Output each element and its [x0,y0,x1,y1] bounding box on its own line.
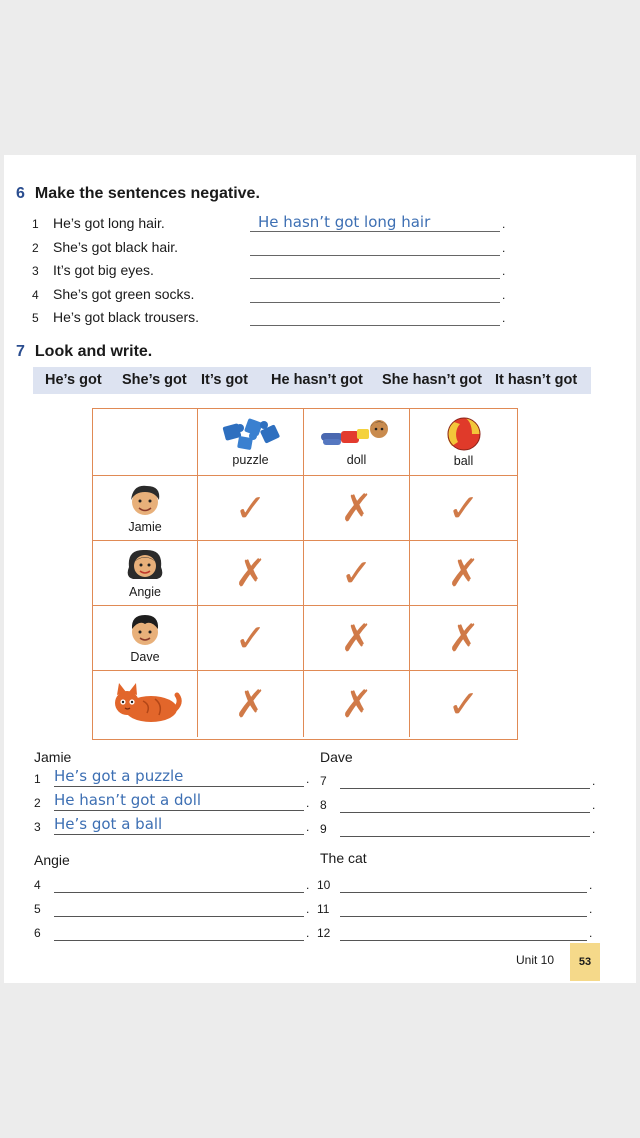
exercise-6-item [32,239,612,261]
writing-item [317,923,593,945]
cat-icon [107,681,183,725]
answer-line[interactable] [250,278,500,279]
handwritten-answer: He’s got a puzzle [54,767,184,785]
mark-cell [304,541,410,606]
cross-mark: ✗ [340,682,373,726]
answer-line[interactable] [250,302,500,303]
mark-cell [410,541,517,606]
mark-cell [410,606,517,671]
header-doll [304,409,410,476]
writing-item [34,791,310,815]
tick-mark: ✓ [447,682,480,726]
word-option: She’s got [122,372,187,388]
column-label: puzzle [232,453,269,467]
answer-line[interactable] [54,916,304,917]
word-option: He hasn’t got [271,372,363,388]
full-stop: . [592,822,596,836]
full-stop: . [306,772,310,786]
answer-line[interactable] [340,892,587,893]
row-label: Dave [130,650,160,664]
item-sentence: He’s got black trousers. [53,309,200,325]
row-header-jamie [93,476,198,541]
cross-mark: ✗ [447,616,480,660]
row-header-cat [93,671,198,737]
possession-table [92,408,518,740]
answer-line[interactable] [54,892,304,893]
exercise-7-title [16,343,152,361]
item-number: 11 [317,902,330,916]
column-label: ball [453,454,474,468]
tick-mark: ✓ [234,486,267,530]
writing-item [320,795,596,817]
answer-line[interactable] [340,812,590,813]
item-number: 2 [32,241,39,255]
item-number: 4 [34,878,41,892]
writing-item [317,899,593,921]
answer-line[interactable] [54,834,304,835]
mark-cell [410,476,517,541]
header-ball [410,409,517,476]
full-stop: . [306,902,310,916]
exercise-6-item [32,262,612,284]
cross-mark: ✗ [340,616,373,660]
mark-cell [198,541,304,606]
group-heading-angie: Angie [34,852,70,868]
answer-line[interactable] [250,231,500,232]
exercise-6-instruction: Make the sentences negative. [34,185,260,202]
handwritten-answer: He’s got a ball [54,815,163,833]
dave-face-icon [125,612,165,648]
answer-line[interactable] [340,788,590,789]
unit-label: Unit 10 [516,953,555,967]
exercise-7-instruction: Look and write. [34,343,153,360]
workbook-page [4,155,636,983]
item-number: 4 [32,288,39,302]
item-number: 7 [320,774,327,788]
row-header-angie [93,541,198,606]
full-stop: . [502,241,506,255]
exercise-6-item [32,309,612,331]
exercise-6-item [32,215,612,237]
mark-cell [304,476,410,541]
full-stop: . [306,926,310,940]
item-number: 3 [34,820,41,834]
cross-mark: ✗ [234,551,267,595]
item-sentence: It’s got big eyes. [53,262,154,278]
word-option: It hasn’t got [495,372,578,388]
answer-line[interactable] [54,940,304,941]
word-box [33,367,591,394]
header-puzzle [198,409,304,476]
item-sentence: He’s got long hair. [53,215,165,231]
exercise-6-title [16,185,260,203]
writing-item [34,923,310,945]
handwritten-answer: He hasn’t got long hair [258,213,431,231]
item-number: 2 [34,796,41,810]
full-stop: . [502,217,506,231]
answer-line[interactable] [54,810,304,811]
group-heading-the-cat: The cat [320,850,367,866]
row-label: Jamie [128,520,162,534]
item-number: 1 [34,772,41,786]
answer-line[interactable] [340,940,587,941]
full-stop: . [589,902,593,916]
full-stop: . [502,288,506,302]
exercise-6-item [32,286,612,308]
answer-line[interactable] [250,325,500,326]
item-number: 3 [32,264,39,278]
full-stop: . [502,311,506,325]
group-heading-jamie: Jamie [34,749,72,765]
item-number: 5 [32,311,39,325]
angie-face-icon [123,547,167,583]
answer-line[interactable] [340,836,590,837]
ball-icon [444,416,484,452]
item-number: 10 [317,878,331,892]
puzzle-icon [218,417,284,451]
mark-cell [198,671,304,737]
writing-item [34,767,310,791]
item-number: 8 [320,798,327,812]
full-stop: . [592,774,596,788]
tick-mark: ✓ [340,551,373,595]
row-header-dave [93,606,198,671]
full-stop: . [306,820,310,834]
column-label: doll [346,453,367,467]
item-number: 12 [317,926,331,940]
mark-cell [198,606,304,671]
writing-item [317,875,593,897]
word-option: She hasn’t got [382,372,482,388]
answer-line[interactable] [250,255,500,256]
word-option: He’s got [45,372,102,388]
mark-cell [304,671,410,737]
full-stop: . [306,878,310,892]
mark-cell [198,476,304,541]
handwritten-answer: He hasn’t got a doll [54,791,202,809]
full-stop: . [306,796,310,810]
answer-line[interactable] [54,786,304,787]
mark-cell [410,671,517,737]
mark-cell [304,606,410,671]
exercise-6-number: 6 [16,185,25,202]
full-stop: . [592,798,596,812]
item-number: 1 [32,217,39,231]
item-sentence: She’s got black hair. [53,239,179,255]
cross-mark: ✗ [234,682,267,726]
full-stop: . [589,878,593,892]
page-number: 53 [570,943,600,981]
writing-item [320,819,596,841]
writing-item [34,875,310,897]
item-number: 9 [320,822,327,836]
item-sentence: She’s got green socks. [53,286,195,302]
tick-mark: ✓ [447,486,480,530]
answer-line[interactable] [340,916,587,917]
cross-mark: ✗ [340,486,373,530]
table-corner [93,409,198,476]
item-number: 5 [34,902,41,916]
tick-mark: ✓ [234,616,267,660]
full-stop: . [589,926,593,940]
doll-icon [319,417,395,451]
cross-mark: ✗ [447,551,480,595]
writing-item [34,815,310,839]
full-stop: . [502,264,506,278]
item-number: 6 [34,926,41,940]
exercise-7-number: 7 [16,343,25,360]
writing-item [320,771,596,793]
row-label: Angie [129,585,161,599]
writing-item [34,899,310,921]
jamie-face-icon [125,482,165,518]
group-heading-dave: Dave [320,749,353,765]
word-option: It’s got [201,372,248,388]
